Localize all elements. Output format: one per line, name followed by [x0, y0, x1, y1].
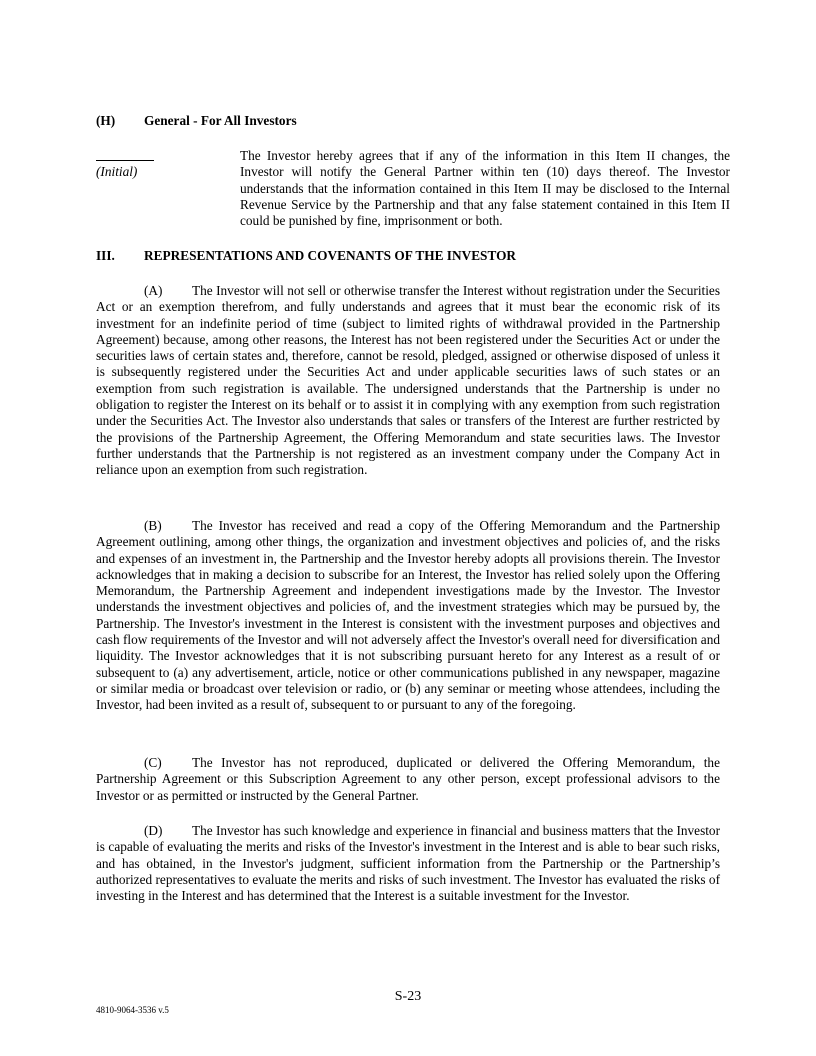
section-h-title: General - For All Investors: [144, 113, 297, 128]
paragraph-b: [96, 518, 720, 714]
section-iii-heading: [96, 248, 516, 264]
initial-signature-line[interactable]: [96, 144, 154, 161]
paragraph-d-label: (D): [144, 823, 163, 838]
section-iii-title: REPRESENTATIONS AND COVENANTS OF THE INVESTOR: [144, 248, 517, 263]
paragraph-d-text: The Investor has such knowledge and experience in financial and business matters that the Investor is capable of evaluating the merits and risks of the Investor's investment in the Interest and is able to bear such risks, and has obtained, in the Investor's judgment, sufficient information from the Partnership or the Partnership’s authorized representatives to evaluate the merits and risks of such investment. The Investor has evaluated the risks of investing in the Interest and has determined that the Interest is a suitable investment for the Investor.: [96, 823, 721, 904]
section-h-heading: [96, 113, 297, 129]
document-id: 4810-9064-3536 v.5: [96, 1005, 169, 1015]
paragraph-a-label: (A): [144, 283, 163, 298]
paragraph-c: [96, 755, 720, 804]
paragraph-a: [96, 283, 720, 479]
initial-block: [96, 148, 236, 180]
section-h-paragraph: The Investor hereby agrees that if any of the information in this Item II changes, the Investor will notify the General Partner within ten (10) days thereof. The Investor understands that the information contained in this Item II may be disclosed to the Internal Revenue Service by the Partnership and that any false statement contained in this Item II could be punished by fine, imprisonment or both.: [240, 148, 730, 229]
paragraph-b-text: The Investor has received and read a copy of the Offering Memorandum and the Partnership Agreement outlining, among other things, the organization and investment objectives and policies of, and the risks and expenses of an investment in, the Partnership and the Investor hereby adopts all provisions therein. The Investor acknowledges that in making a decision to subscribe for an Interest, the Investor has relied solely upon the Offering Memorandum, the Partnership Agreement and independent investigations made by the Investor. The Investor understands the investment objectives and policies of, and the investment strategies which may be pursued by, the Partnership. The Investor's investment in the Interest is consistent with the investment purposes and objectives and cash flow requirements of the Investor and will not adversely affect the Investor's overall need for diversification and liquidity. The Investor acknowledges that it is not subscribing pursuant hereto for any Interest as a result of or subsequent to (a) any advertisement, article, notice or other communications published in any newspaper, magazine or similar media or broadcast over television or radio, or (b) any seminar or meeting whose attendees, including the Investor, had been invited as a result of, subsequent to or pursuant to any of the foregoing.: [96, 518, 720, 713]
paragraph-b-label: (B): [144, 518, 162, 533]
section-h-number: (H): [96, 113, 116, 128]
paragraph-c-text: The Investor has not reproduced, duplicated or delivered the Offering Memorandum, the Partnership Agreement or this Subscription Agreement to any other person, except professional advisors to the Investor or as permitted or instructed by the General Partner.: [96, 755, 720, 803]
paragraph-c-label: (C): [144, 755, 162, 770]
document-page: [96, 0, 730, 1056]
section-iii-number: III.: [96, 248, 115, 263]
page-number: S-23: [394, 989, 422, 1004]
paragraph-d: [96, 823, 720, 904]
initial-label: (Initial): [96, 164, 138, 179]
paragraph-a-text: The Investor will not sell or otherwise transfer the Interest without registration under the Securities Act or an exemption therefrom, and fully understands and agrees that it must bear the economic risk of its investment for an indefinite period of time (subject to limited rights of withdrawal provided in the Partnership Agreement) because, among other reasons, the Interest has not been registered under the Securities Act or under the securities laws of certain states and, therefore, cannot be resold, pledged, assigned or otherwise disposed of unless it is subsequently registered under the Securities Act and under applicable securities laws of such states or an exemption from such registration is available. The undersigned understands that the Partnership is under no obligation to register the Interest on its behalf or to assist it in complying with any exemption from such registration under the Securities Act. The Investor also understands that sales or transfers of the Interest are further restricted by the provisions of the Partnership Agreement, the Offering Memorandum and state securities laws. The Investor further understands that the Partnership is not registered as an investment company under the Company Act in reliance upon an exemption from such registration.: [96, 283, 720, 478]
